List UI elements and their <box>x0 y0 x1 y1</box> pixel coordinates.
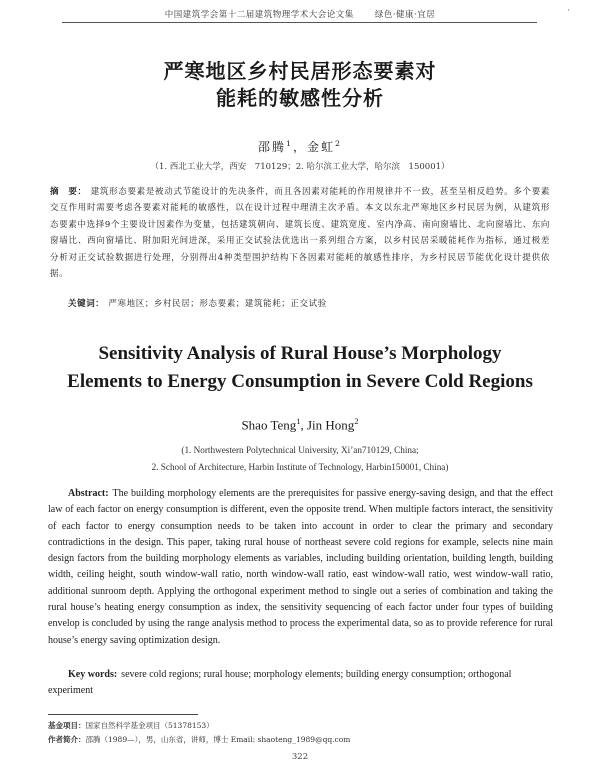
chinese-author-1: 邵腾 <box>258 140 287 154</box>
english-author-2-mark: 2 <box>354 416 359 426</box>
chinese-title-line-1: 严寒地区乡村民居形态要素对 <box>163 59 437 83</box>
fund-text: 国家自然科学基金项目（51378153） <box>85 721 214 730</box>
english-keywords-text: severe cold regions; rural house; morphology elements; building energy consumption; orthogonal experiment <box>48 669 512 696</box>
author-bio-text: 邵腾（1989—），男，山东省，讲师，博士 Email: shaoteng_1989@qq.com <box>85 735 351 744</box>
footnote-rule <box>48 714 198 715</box>
english-affiliation <box>0 442 600 476</box>
english-title-line-1: Sensitivity Analysis of Rural House’s Morphology <box>98 343 502 364</box>
chinese-author-2: 金虹 <box>307 140 336 154</box>
header-rule <box>62 22 537 23</box>
author-footnote <box>48 733 553 747</box>
english-abstract <box>48 486 553 649</box>
section-name: 绿色·健康·宜居 <box>374 10 436 20</box>
footnotes <box>48 719 553 747</box>
english-affiliation-line-2: 2. School of Architecture, Harbin Institute of Technology, Harbin150001, China) <box>151 462 449 472</box>
english-abstract-label: Abstract: <box>68 488 109 499</box>
english-author-1-mark: 1 <box>296 416 301 426</box>
conference-name: 中国建筑学会第十二届建筑物理学术大会论文集 <box>164 10 354 20</box>
chinese-author-separator: ， <box>292 140 307 154</box>
running-header <box>0 8 600 20</box>
english-author-2: Jin Hong <box>307 417 355 433</box>
corner-mark: · <box>567 6 570 16</box>
chinese-author-1-mark: 1 <box>286 139 293 148</box>
english-author-separator: , <box>300 417 307 433</box>
english-abstract-text: The building morphology elements are the prerequisites for passive energy-saving design, and that the effect law of each factor on energy consumption is different, even the opposite trend. When multiple factors interact, the sensitivity of each factor to energy consumption needs to be taken into account in order to clear the primary and secondary contradictions in the design. This paper, taking rural house of northeast severe cold regions for example, selects nine main design factors from the building morphology elements as variables, including building orientation, building length, building width, ceiling height, south window-wall ratio, north window-wall ratio, east window-wall ratio, west window-wall ratio, additional sunroom depth. Applying the orthogonal experiment method to single out a series of combination and taking the rural house’s heating energy consumption as index, the sensitivity sequencing of each factor under four types of building envelop is concluded by using the range analysis method to process the experimental data, so as to provide reference for rural house’s energy saving optimization design. <box>48 488 553 646</box>
chinese-authors <box>0 138 600 155</box>
chinese-abstract-text: 建筑形态要素是被动式节能设计的先决条件，而且各因素对能耗的作用规律并不一致，甚至呈相反趋势。多个要素交互作用时需要考虑各要素对能耗的敏感性，以在设计过程中理清主次矛盾。本文以东北严寒地区乡村民居为例，从建筑形态要素中选择9个主要设计因素作为变量，包括建筑朝向、建筑长度、建筑宽度、室内净高、南向窗墙比、北向窗墙比、东向窗墙比、西向窗墙比、附加阳光间进深，采用正交试验法优选出一系列组合方案，以乡村民居采暖能耗作为指标，通过极差分析对正交试验数据进行处理，分别得出4种类型围护结构下各因素对能耗的敏感性排序，为乡村民居节能优化设计提供依据。 <box>50 187 550 280</box>
english-title <box>0 340 600 396</box>
chinese-title-line-2: 能耗的敏感性分析 <box>216 86 384 110</box>
english-author-1: Shao Teng <box>241 417 297 433</box>
chinese-keywords-text: 严寒地区；乡村民居；形态要素；建筑能耗；正交试验 <box>108 299 327 309</box>
author-bio-label: 作者简介： <box>48 735 86 744</box>
chinese-abstract-label: 摘 要： <box>50 187 87 197</box>
fund-footnote <box>48 719 553 733</box>
chinese-keywords <box>68 297 548 309</box>
english-authors <box>0 416 600 433</box>
english-keywords-label: Key words: <box>68 669 118 680</box>
english-title-line-2: Elements to Energy Consumption in Severe Cold Regions <box>67 371 533 392</box>
english-affiliation-line-1: (1. Northwestern Polytechnical University, Xi’an710129, China; <box>181 445 419 455</box>
page-number: 322 <box>291 752 309 762</box>
chinese-title <box>0 58 600 112</box>
chinese-author-2-mark: 2 <box>335 139 342 148</box>
chinese-abstract <box>50 184 550 282</box>
english-keywords <box>48 667 553 699</box>
chinese-affiliation: （1. 西北工业大学，西安 710129；2. 哈尔滨工业大学，哈尔滨 150001） <box>150 162 450 172</box>
fund-label: 基金项目： <box>48 721 86 730</box>
chinese-keywords-label: 关键词： <box>68 299 105 309</box>
